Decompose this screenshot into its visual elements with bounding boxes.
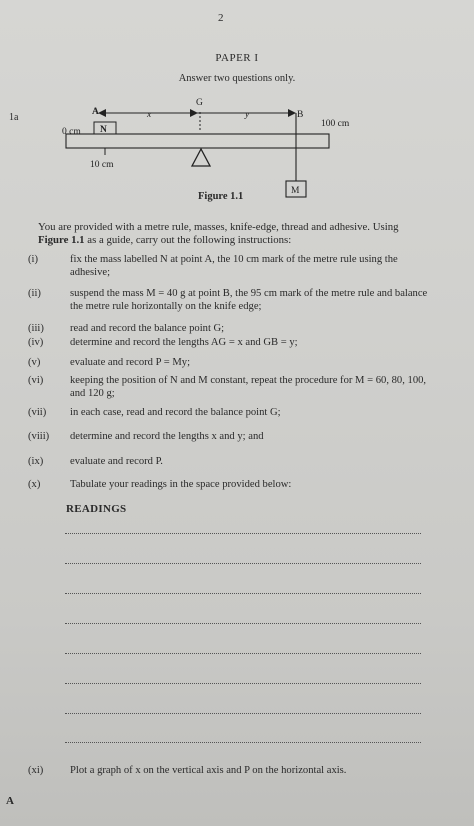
step-number: (iii) — [28, 323, 44, 334]
answer-line — [65, 623, 421, 624]
step-text: keeping the position of N and M constant, repeat the procedure for M = 60, 80, 100, and 120 g; — [70, 375, 427, 399]
step-text: suspend the mass M = 40 g at point B, the 95 cm mark of the metre rule and balance the metre rule horizontally on the knife edge; — [70, 288, 428, 312]
step-text: in each case, read and record the balance point G; — [70, 407, 281, 418]
step-text: evaluate and record P = My; — [70, 357, 191, 368]
answer-line — [65, 563, 421, 564]
step-number: (vi) — [28, 375, 44, 386]
figure-metre-rule-diagram — [55, 92, 355, 207]
mass-n-label: N — [100, 125, 107, 135]
intro-text-1: You are provided with a metre rule, masses, knife-edge, thread and adhesive. Using — [38, 221, 399, 233]
figure-caption: Figure 1.1 — [198, 191, 244, 202]
answer-line — [65, 533, 421, 534]
step-number: (viii) — [28, 431, 50, 442]
answer-line — [65, 742, 421, 743]
intro-text-2: as a guide, carry out the following instructions: — [84, 234, 292, 246]
step-number: (ii) — [28, 288, 41, 299]
label-100cm: 100 cm — [321, 119, 350, 129]
exam-instructions: Answer two questions only. — [178, 73, 296, 84]
step-text: evaluate and record P. — [70, 456, 163, 467]
footer-mark: A — [6, 795, 14, 807]
answer-line — [65, 593, 421, 594]
answer-line — [65, 713, 421, 714]
step-text: determine and record the lengths x and y; and — [70, 431, 264, 442]
question-number: 1a — [9, 112, 19, 123]
paper-title: PAPER I — [215, 52, 259, 64]
step-text: Plot a graph of x on the vertical axis and P on the horizontal axis. — [70, 765, 347, 776]
label-0cm: 0 cm — [62, 127, 81, 137]
label-y: y — [245, 110, 250, 120]
label-10cm: 10 cm — [90, 160, 114, 170]
mass-m-label: M — [291, 186, 300, 196]
intro-figure-ref: Figure 1.1 — [38, 234, 85, 246]
step-number: (x) — [28, 479, 41, 490]
step-number: (i) — [28, 254, 38, 265]
step-text: Tabulate your readings in the space provided below: — [70, 479, 292, 490]
readings-heading: READINGS — [66, 503, 127, 515]
step-number: (iv) — [28, 337, 44, 348]
step-number: (xi) — [28, 765, 44, 776]
step-text: determine and record the lengths AG = x and GB = y; — [70, 337, 298, 348]
label-a: A — [92, 107, 99, 117]
step-number: (ix) — [28, 456, 44, 467]
metre-rule — [66, 134, 329, 148]
label-x: x — [147, 110, 152, 120]
step-number: (vii) — [28, 407, 47, 418]
knife-edge — [192, 149, 210, 166]
label-b: B — [297, 110, 304, 120]
label-g: G — [196, 98, 203, 108]
answer-line — [65, 653, 421, 654]
answer-line — [65, 683, 421, 684]
step-number: (v) — [28, 357, 41, 368]
step-text: fix the mass labelled N at point A, the 10 cm mark of the metre rule using the adhesive; — [70, 254, 398, 278]
intro-paragraph — [38, 221, 428, 247]
step-text: read and record the balance point G; — [70, 323, 225, 334]
page-number: 2 — [218, 12, 224, 24]
